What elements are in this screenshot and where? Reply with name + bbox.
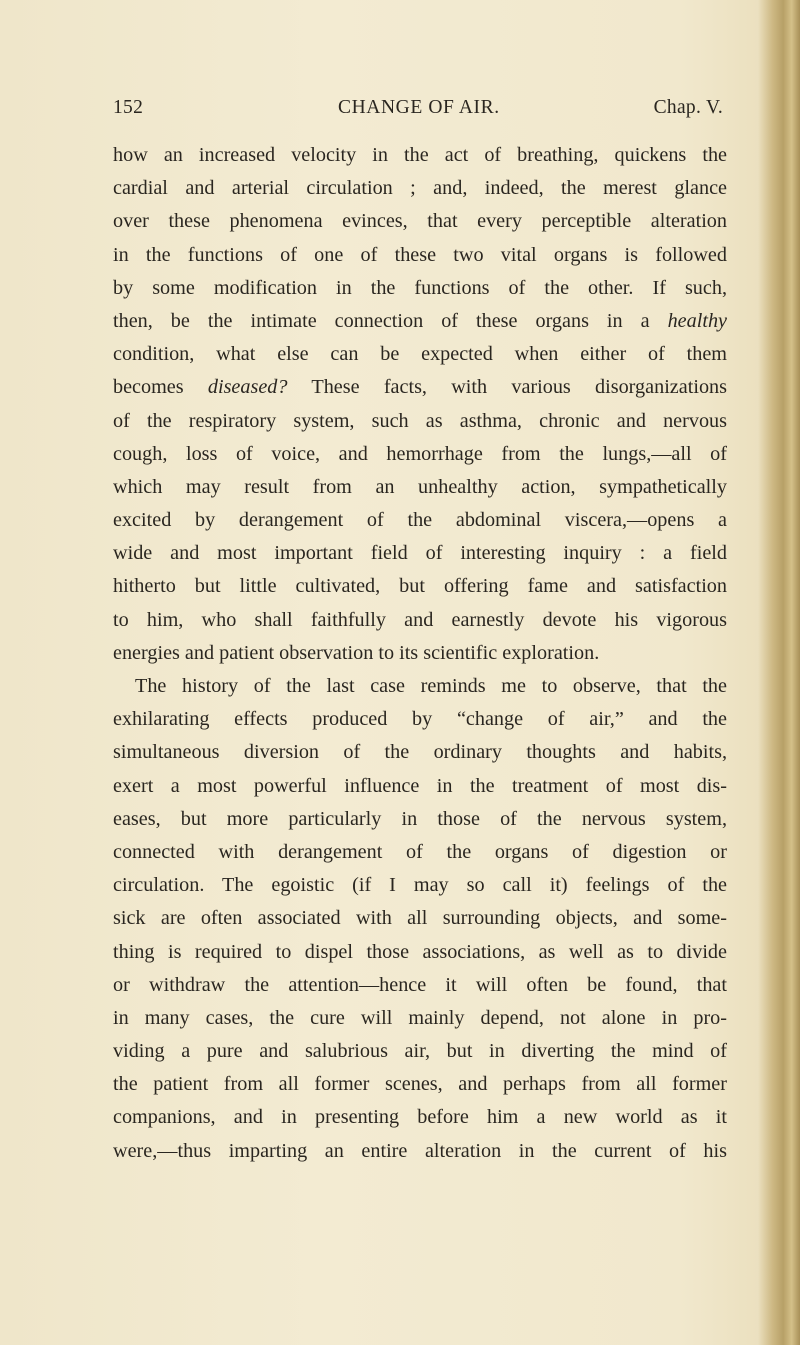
- text-line: viding a pure and salubrious air, but in diverting the mind of: [113, 1040, 727, 1063]
- text-line: or withdraw the attention—hence it will often be found, that: [113, 973, 727, 996]
- italic-emphasis: diseased?: [207, 376, 288, 399]
- text-segment: These facts, with various disorganizations: [287, 376, 727, 399]
- text-line: [113, 371, 727, 404]
- text-line: [113, 305, 727, 338]
- text-line: in many cases, the cure will mainly depend, not alone in pro-: [113, 1006, 727, 1029]
- text-line: condition, what else can be expected when either of them: [113, 343, 727, 366]
- text-line: excited by derangement of the abdominal viscera,—opens a: [113, 509, 727, 532]
- text-line: companions, and in presenting before him a new world as it: [113, 1106, 727, 1129]
- text-line: circulation. The egoistic (if I may so call it) feelings of the: [113, 874, 727, 897]
- text-segment: becomes: [113, 376, 208, 399]
- text-line: the patient from all former scenes, and perhaps from all former: [113, 1073, 727, 1096]
- text-line: hitherto but little cultivated, but offering fame and satisfaction: [113, 575, 727, 598]
- text-line: exert a most powerful influence in the treatment of most dis-: [113, 774, 727, 797]
- text-line: energies and patient observation to its scientific exploration.: [113, 641, 600, 664]
- text-segment: then, be the intimate connection of these organs in a: [113, 309, 668, 332]
- text-line: of the respiratory system, such as asthma, chronic and nervous: [113, 409, 727, 432]
- text-line: to him, who shall faithfully and earnestly devote his vigorous: [113, 608, 727, 631]
- text-line: cough, loss of voice, and hemorrhage from the lungs,—all of: [113, 442, 727, 465]
- text-line: simultaneous diversion of the ordinary thoughts and habits,: [113, 741, 727, 764]
- running-title: CHANGE OF AIR.: [338, 97, 500, 118]
- page-number: 152: [113, 97, 144, 118]
- text-line: exhilarating effects produced by “change of air,” and the: [113, 708, 727, 731]
- text-line: how an increased velocity in the act of breathing, quickens the: [113, 144, 727, 166]
- running-head: [113, 97, 723, 127]
- body-text: [113, 139, 727, 1168]
- text-line: by some modification in the functions of the other. If such,: [113, 276, 727, 299]
- text-line: connected with derangement of the organs of digestion or: [113, 840, 727, 863]
- text-line: eases, but more particularly in those of the nervous system,: [113, 807, 727, 830]
- text-line: which may result from an unhealthy action, sympathetically: [113, 475, 727, 498]
- text-line: wide and most important field of interesting inquiry : a field: [113, 542, 727, 565]
- italic-emphasis: healthy: [667, 309, 727, 332]
- text-line: thing is required to dispel those associations, as well as to divide: [113, 940, 727, 963]
- text-line: were,—thus imparting an entire alteration in the current of his: [113, 1139, 727, 1162]
- chapter-label: Chap. V.: [653, 97, 723, 118]
- text-line: cardial and arterial circulation ; and, indeed, the merest glance: [113, 177, 727, 200]
- text-line: in the functions of one of these two vital organs is followed: [113, 243, 727, 266]
- page-gutter-shadow: [758, 0, 800, 1345]
- text-line: The history of the last case reminds me to observe, that the: [135, 675, 727, 697]
- text-line: sick are often associated with all surrounding objects, and some-: [113, 907, 727, 930]
- text-line: over these phenomena evinces, that every perceptible alteration: [113, 210, 727, 233]
